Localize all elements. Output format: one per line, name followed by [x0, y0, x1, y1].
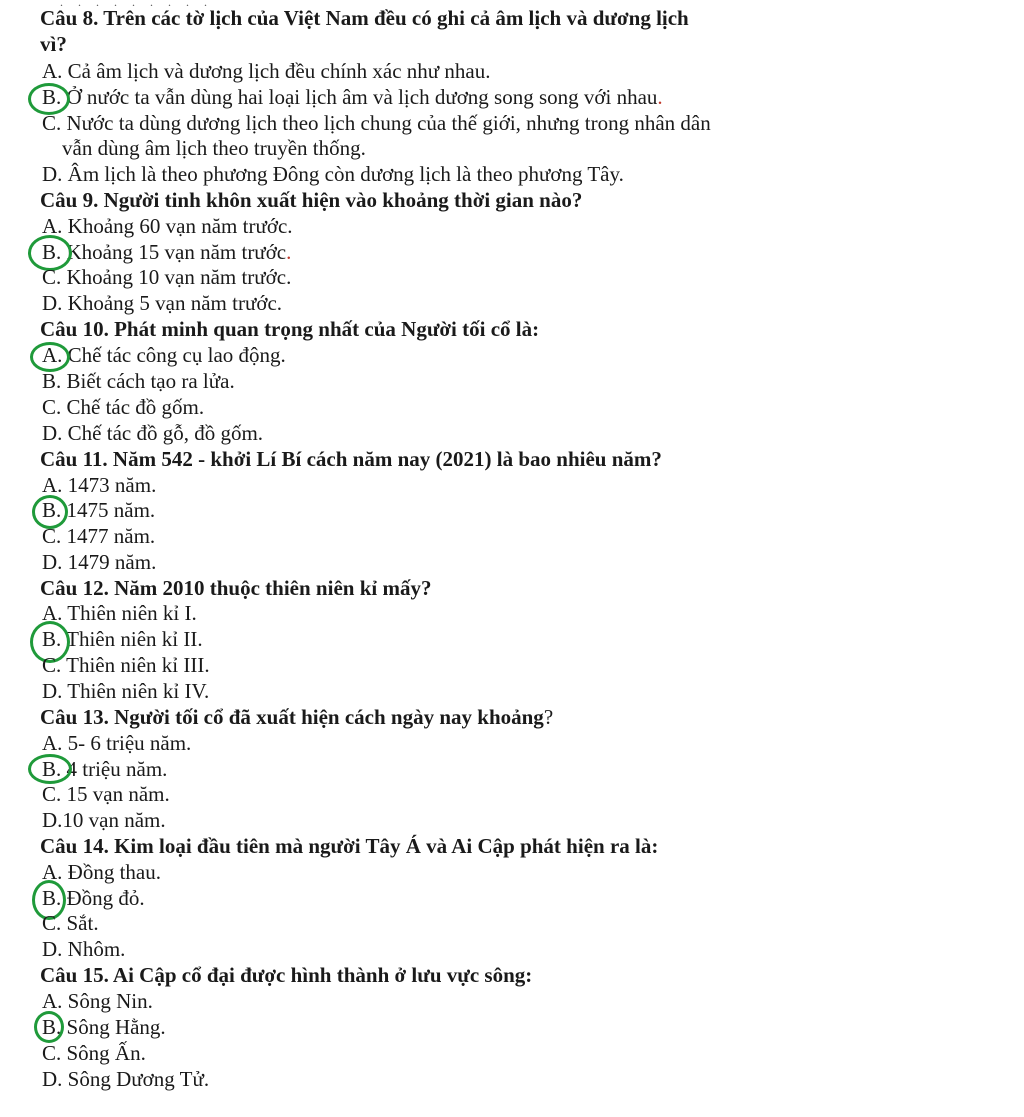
question-8-option-b-letter: B.: [42, 85, 62, 109]
question-12-option-d: D. Thiên niên kỉ IV.: [42, 679, 210, 703]
question-12-option-b: [42, 627, 203, 651]
question-9-option-b-letter: B.: [42, 240, 62, 264]
question-15-option-b-letter: B.: [42, 1015, 62, 1039]
question-10: Câu 10. Phát minh quan trọng nhất của Người tối cổ là:: [40, 317, 540, 341]
question-8-option-c-line-2: vẫn dùng âm lịch theo truyền thống.: [62, 136, 366, 160]
question-14-option-b: [42, 886, 145, 910]
question-13-text: Câu 13. Người tối cổ đã xuất hiện cách ngày nay khoảng: [40, 705, 544, 729]
question-14-option-c: C. Sắt.: [42, 911, 99, 935]
question-15-option-d: D. Sông Dương Tử.: [42, 1067, 210, 1091]
question-10-option-b: B. Biết cách tạo ra lửa.: [42, 369, 235, 393]
question-12: Câu 12. Năm 2010 thuộc thiên niên kỉ mấy?: [40, 576, 432, 600]
question-10-option-c: C. Chế tác đồ gốm.: [42, 395, 205, 419]
question-13-option-a: A. 5- 6 triệu năm.: [42, 731, 192, 755]
question-15-option-b-text: Sông Hằng.: [61, 1015, 166, 1039]
question-15-option-c: C. Sông Ấn.: [42, 1041, 146, 1065]
question-14-option-d: D. Nhôm.: [42, 937, 126, 961]
question-15: Câu 15. Ai Cập cổ đại được hình thành ở lưu vực sông:: [40, 963, 533, 987]
question-8-line-1: Câu 8. Trên các tờ lịch của Việt Nam đều có ghi cả âm lịch và dương lịch: [40, 6, 689, 30]
question-13-option-b: [42, 757, 167, 781]
question-11: Câu 11. Năm 542 - khởi Lí Bí cách năm nay (2021) là bao nhiêu năm?: [40, 447, 662, 471]
question-13-mark: ?: [543, 705, 554, 729]
question-9-option-d: D. Khoảng 5 vạn năm trước.: [42, 291, 283, 315]
question-10-option-a: [42, 343, 286, 367]
question-9-option-a: A. Khoảng 60 vạn năm trước.: [42, 214, 293, 238]
question-14: Câu 14. Kim loại đầu tiên mà người Tây Á và Ai Cập phát hiện ra là:: [40, 834, 659, 858]
question-9-option-c: C. Khoảng 10 vạn năm trước.: [42, 265, 292, 289]
question-8-option-d: D. Âm lịch là theo phương Đông còn dương lịch là theo phương Tây.: [42, 162, 624, 186]
question-14-option-b-letter: B.: [42, 886, 62, 910]
question-10-option-a-text: Chế tác công cụ lao động.: [62, 343, 286, 367]
question-15-option-a: A. Sông Nin.: [42, 989, 153, 1013]
question-15-option-b: [42, 1015, 166, 1039]
question-10-option-a-letter: A.: [42, 343, 63, 367]
question-9: Câu 9. Người tinh khôn xuất hiện vào khoảng thời gian nào?: [40, 188, 583, 212]
question-9-option-b: [42, 240, 291, 264]
question-13-option-b-letter: B.: [42, 757, 62, 781]
question-14-option-b-text: Đồng đỏ.: [61, 886, 145, 910]
question-11-option-b-letter: B.: [42, 498, 62, 522]
question-10-option-d: D. Chế tác đồ gỗ, đồ gốm.: [42, 421, 264, 445]
question-11-option-b: [42, 498, 155, 522]
question-12-option-b-letter: B.: [42, 627, 62, 651]
question-8-option-b: [42, 85, 663, 109]
question-9-option-b-dot: .: [286, 240, 292, 264]
question-14-option-a: A. Đồng thau.: [42, 860, 161, 884]
question-11-option-d: D. 1479 năm.: [42, 550, 157, 574]
question-8-option-c-line-1: C. Nước ta dùng dương lịch theo lịch chung của thế giới, nhưng trong nhân dân: [42, 111, 711, 135]
question-13-option-d: D.10 vạn năm.: [42, 808, 166, 832]
question-11-option-a: A. 1473 năm.: [42, 473, 157, 497]
cropped-previous-line: . . . . . . . . .: [60, 0, 213, 9]
question-11-option-c: C. 1477 năm.: [42, 524, 156, 548]
question-13-option-c: C. 15 vạn năm.: [42, 782, 170, 806]
question-12-option-a: A. Thiên niên kỉ I.: [42, 601, 197, 625]
question-11-option-b-text: 1475 năm.: [61, 498, 156, 522]
question-8-option-a: A. Cả âm lịch và dương lịch đều chính xác như nhau.: [42, 59, 491, 83]
question-12-option-b-text: Thiên niên kỉ II.: [61, 627, 203, 651]
question-8-line-2: vì?: [40, 32, 67, 56]
question-9-option-b-text: Khoảng 15 vạn năm trước: [61, 240, 287, 264]
question-12-option-c: C. Thiên niên kỉ III.: [42, 653, 210, 677]
question-13: [40, 705, 553, 729]
question-13-option-b-text: 4 triệu năm.: [61, 757, 168, 781]
question-8-option-b-text: Ở nước ta vẫn dùng hai loại lịch âm và lịch dương song song với nhau: [61, 85, 658, 109]
question-8-option-b-dot: .: [657, 85, 663, 109]
